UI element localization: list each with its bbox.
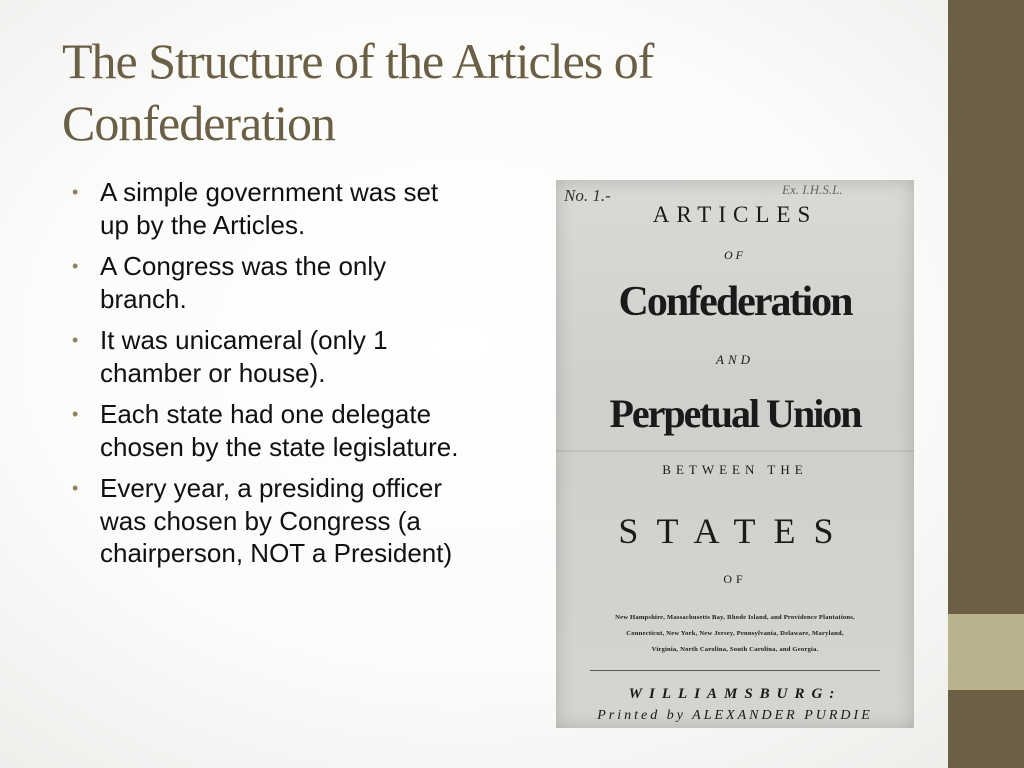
document-rule-divider (590, 670, 880, 671)
bullet-item (72, 250, 472, 315)
bullet-icon: • (72, 182, 79, 202)
bullet-text: A simple government was set up by the Articles. (100, 177, 439, 240)
document-line-perpetual-union: Perpetual Union (609, 391, 861, 436)
bullet-text: Every year, a presiding officer was chosen by Congress (a chairperson, NOT a President) (100, 473, 453, 568)
articles-document-image (556, 180, 914, 728)
document-line-of-2: OF (723, 572, 747, 586)
handwritten-note-right: Ex. I.H.S.L. (782, 182, 843, 197)
handwritten-note-left: No. 1.- (564, 186, 611, 205)
bullet-item (72, 398, 472, 463)
document-line-williamsburg: WILLIAMSBURG: (628, 686, 842, 702)
bullet-text: It was unicameral (only 1 chamber or house). (100, 325, 388, 388)
bullet-text: A Congress was the only branch. (100, 251, 387, 314)
bullet-icon: • (72, 256, 79, 276)
bullet-icon: • (72, 330, 79, 350)
document-line-and: AND (716, 352, 754, 367)
bullet-item (72, 176, 472, 241)
document-line-confederation: Confederation (618, 279, 852, 325)
document-line-of: OF (724, 248, 746, 262)
document-fold-line (556, 450, 914, 452)
bullet-icon: • (72, 404, 79, 424)
slide-title: The Structure of the Articles of Confederation (62, 33, 654, 151)
document-line-states: STATES (618, 511, 852, 551)
document-small-line-2: Connecticut, New York, New Jersey, Pennsylvania, Delaware, Maryland, (626, 630, 844, 637)
document-small-line-1: New Hampshire, Massachusetts Bay, Rhode Island, and Providence Plantations, (615, 614, 855, 621)
bullet-list (72, 176, 472, 579)
document-line-printed-by: Printed by ALEXANDER PURDIE (597, 708, 873, 723)
bullet-icon: • (72, 478, 79, 498)
document-line-between-the: BETWEEN THE (662, 462, 808, 477)
bullet-text: Each state had one delegate chosen by the state legislature. (100, 399, 459, 462)
bullet-item (72, 324, 472, 389)
right-band-accent-block (948, 614, 1024, 690)
bullet-item (72, 472, 472, 570)
document-line-articles: ARTICLES (652, 202, 818, 227)
document-small-line-3: Virginia, North Carolina, South Carolina, and Georgia. (651, 646, 819, 653)
